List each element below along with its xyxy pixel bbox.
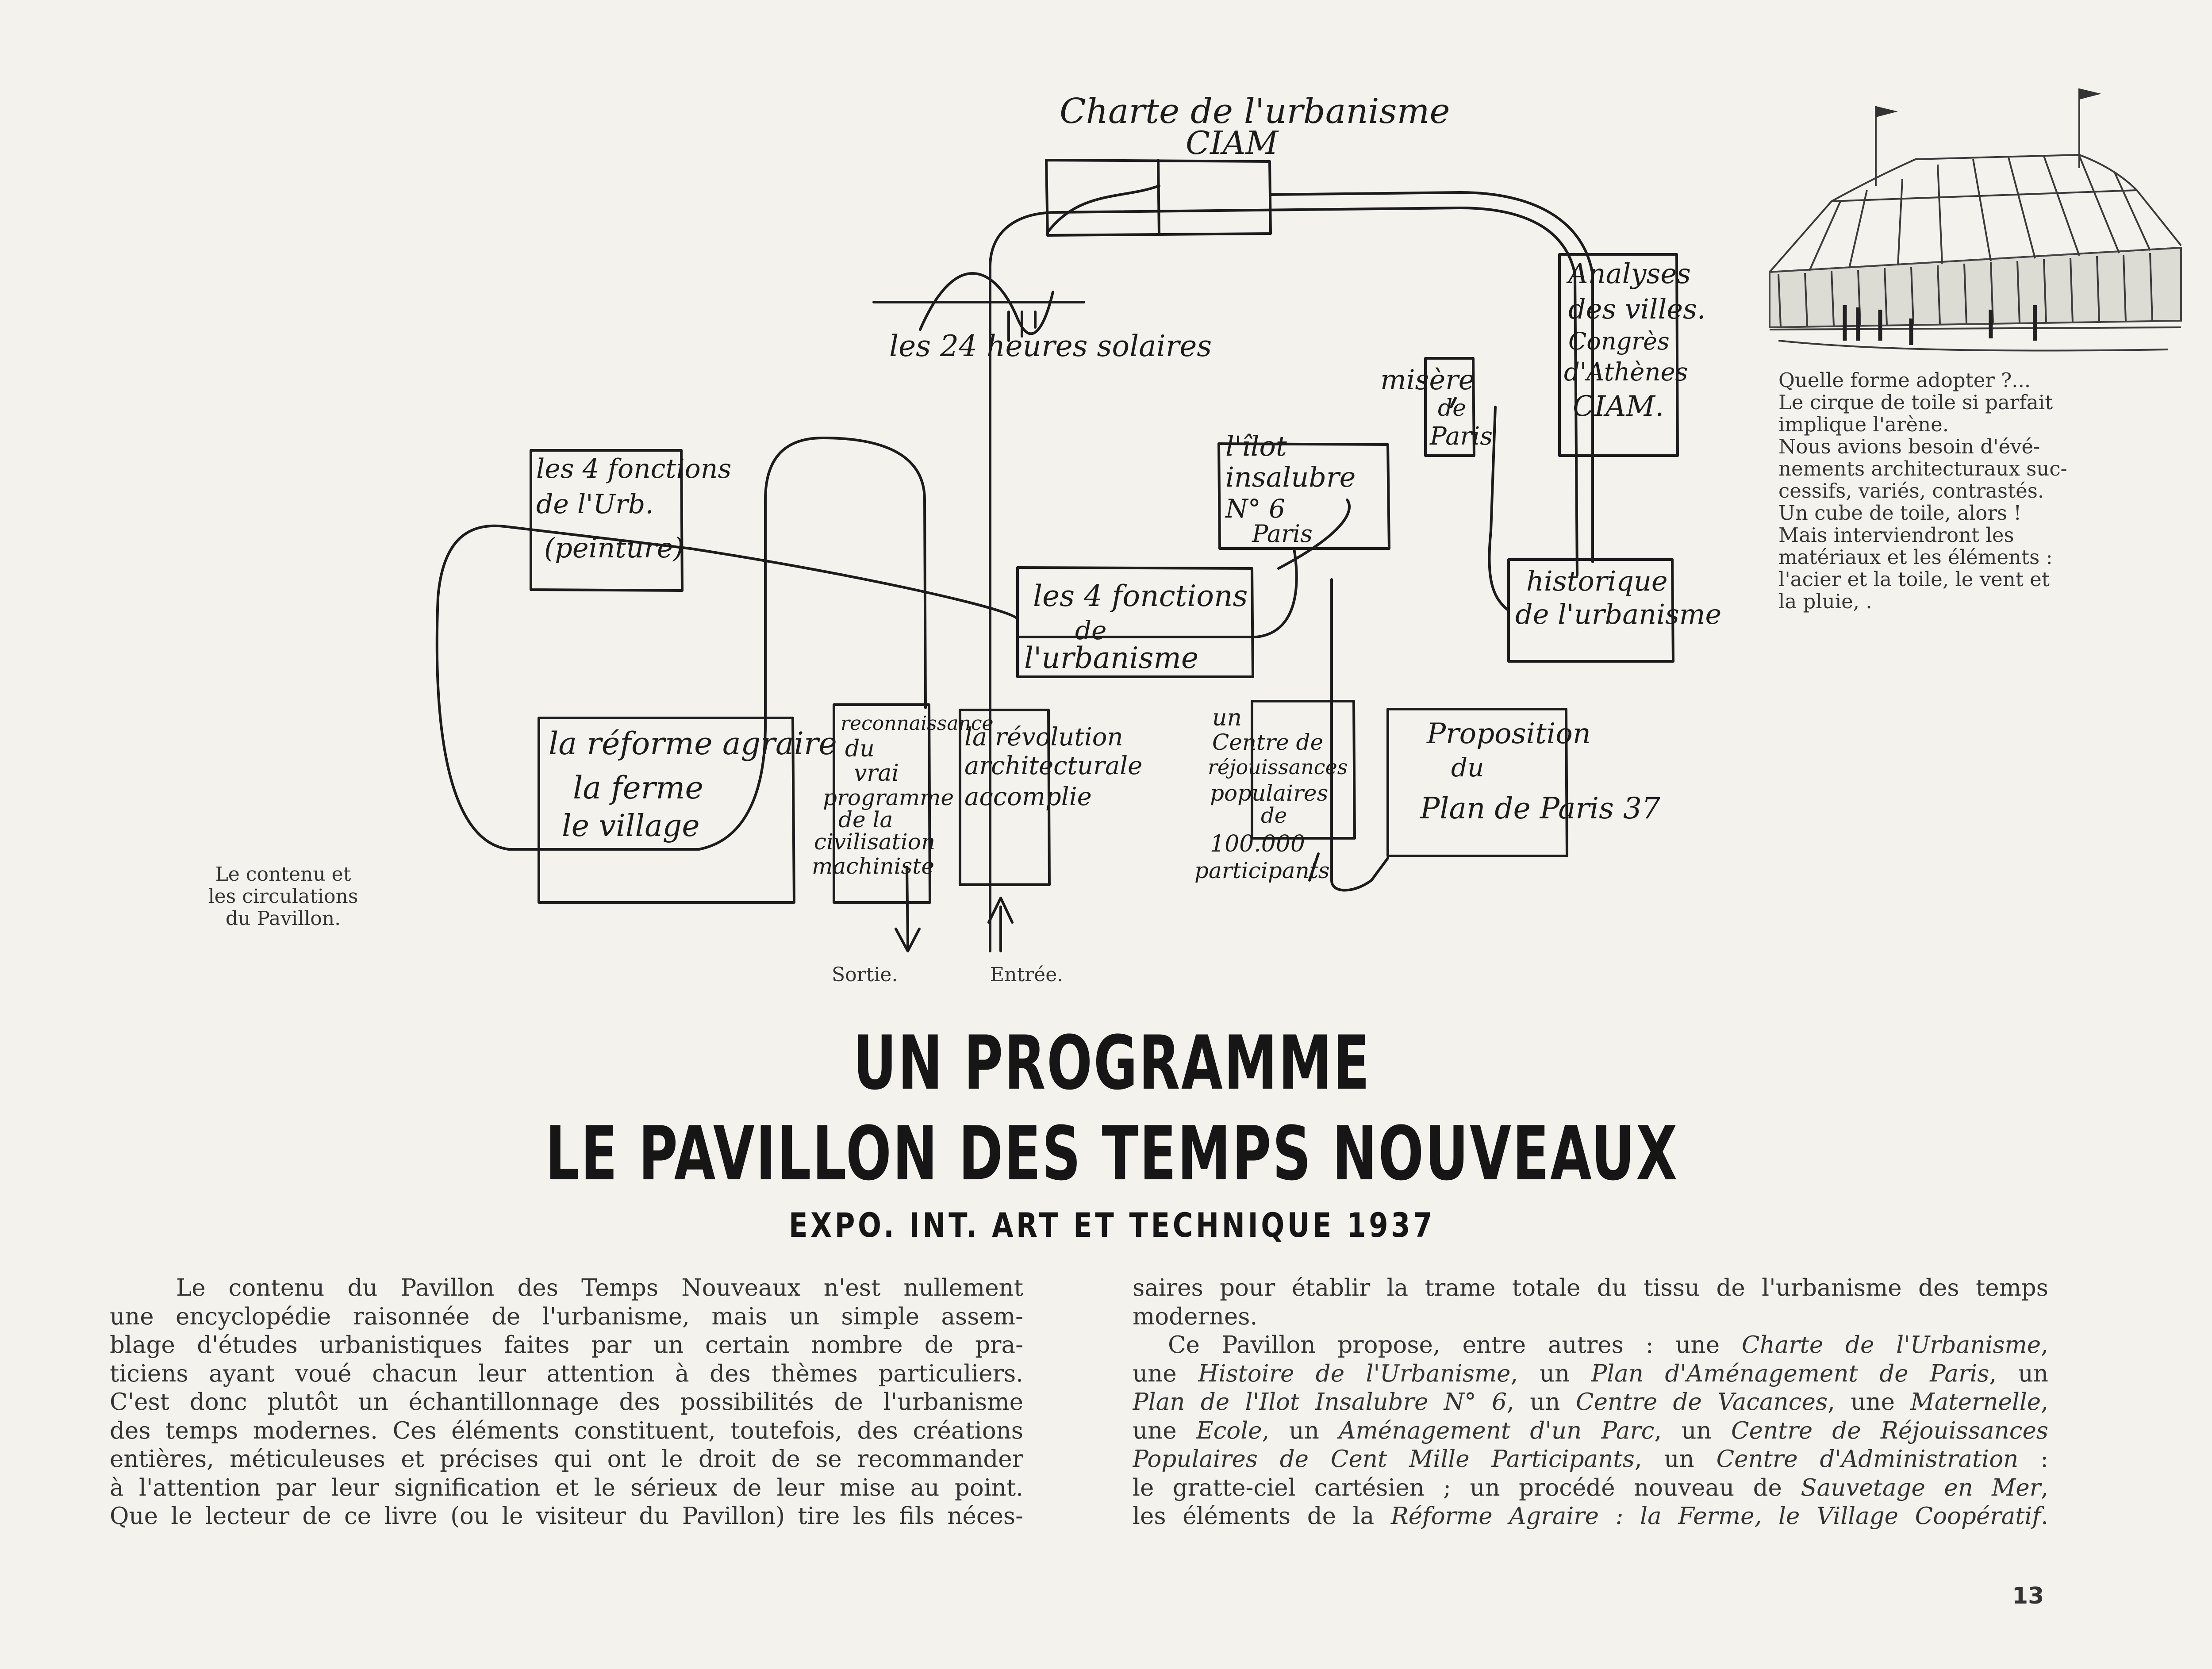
body-column-right: saires pour établir la trame totale du tissu de l'urbanisme des temps modernes. Ce Pavillon propose, entre autres : une Charte de l'Urbanisme, une Histoire de l'Urbanisme, un Plan d'Aménagement de Paris, un Plan de l'Ilot Insalubre N° 6, un Centre de Vacances, une Maternelle, une Ecole, un Aménagement d'un Parc, un Centre de Réjouissances Populaires de Cent Mille Participants, un Centre d'Administration : le gratte-ciel cartésien ; un procédé nouveau de Sauvetage en Mer, les éléments de la Réforme Agraire : la Ferme, le Village Coopératif.	[1133, 1274, 2048, 1530]
svg-text:la révolution: la révolution	[964, 723, 1123, 752]
svg-text:de: de	[1261, 803, 1287, 828]
svg-text:réjouissances: réjouissances	[1208, 755, 1348, 779]
sortie-arrow	[896, 916, 919, 951]
svg-text:civilisation: civilisation	[814, 829, 936, 855]
label-charte: Charte de l'urbanisme	[1060, 92, 1450, 131]
svg-text:de l'urbanisme: de l'urbanisme	[1515, 598, 1722, 630]
svg-text:participants: participants	[1194, 858, 1330, 883]
svg-text:populaires: populaires	[1210, 780, 1329, 806]
svg-text:machiniste: machiniste	[812, 853, 934, 879]
label-heures: les 24 heures solaires	[889, 329, 1212, 363]
label-ciam: CIAM	[1186, 124, 1279, 161]
svg-text:accomplie: accomplie	[964, 783, 1092, 811]
svg-text:de l'Urb.: de l'Urb.	[536, 489, 654, 520]
svg-text:le village: le village	[562, 809, 700, 844]
svg-text:du: du	[1451, 752, 1484, 783]
sortie-label: Sortie.	[832, 963, 898, 986]
page-number: 13	[2012, 1583, 2044, 1609]
subtitle: EXPO. INT. ART ET TECHNIQUE 1937	[789, 1205, 1435, 1245]
svg-text:de: de	[1438, 395, 1467, 422]
svg-text:les 4 fonctions: les 4 fonctions	[536, 453, 732, 484]
svg-text:insalubre: insalubre	[1225, 461, 1356, 493]
svg-text:misère: misère	[1380, 364, 1475, 396]
svg-text:Paris: Paris	[1252, 520, 1313, 548]
svg-text:d'Athènes: d'Athènes	[1564, 358, 1688, 387]
svg-text:la ferme: la ferme	[573, 770, 703, 806]
svg-text:CIAM.: CIAM.	[1573, 390, 1664, 423]
svg-text:la réforme agraire: la réforme agraire	[549, 725, 837, 762]
svg-text:des villes.: des villes.	[1568, 293, 1706, 325]
title-line-2: LE PAVILLON DES TEMPS NOUVEAUX	[545, 1110, 1679, 1197]
body-column-left: Le contenu du Pavillon des Temps Nouveaux n'est nullement une encyclopédie raisonnée de l'urbanisme, mais un simple assem- blage d'études urbanistiques faites par un certain nombre de pra- ticiens ayant voué chacun leur attention à des thèmes particuliers. C'est donc plutôt un échantillonnage des possibilités de l'urbanisme des temps modernes. Ces éléments constituent, toutefois, des créations entières, méticuleuses et précises qui ont le droit de se recommander à l'attention par leur signification et le sérieux de leur mise au point. Que le lecteur de ce livre (ou le visiteur du Pavillon) tire les fils néces-	[110, 1274, 1023, 1530]
svg-text:Centre de: Centre de	[1212, 729, 1324, 755]
svg-text:architecturale: architecturale	[964, 752, 1143, 780]
svg-text:Paris: Paris	[1430, 422, 1493, 451]
entree-arrow	[989, 898, 1012, 951]
svg-text:(peinture): (peinture)	[544, 532, 684, 564]
diagram-caption: Le contenu et les circulations du Pavillon.	[208, 863, 358, 930]
svg-text:Congrès: Congrès	[1568, 327, 1670, 355]
svg-text:un: un	[1212, 705, 1242, 731]
svg-text:vrai: vrai	[854, 760, 899, 787]
entree-label: Entrée.	[990, 963, 1064, 986]
svg-text:de: de	[1075, 615, 1107, 645]
svg-text:Analyses: Analyses	[1568, 257, 1691, 290]
svg-text:N° 6: N° 6	[1225, 494, 1286, 524]
svg-text:programme: programme	[823, 785, 954, 810]
svg-text:l'îlot: l'îlot	[1225, 430, 1287, 462]
circus-tent-illustration	[1767, 88, 2181, 358]
svg-text:historique: historique	[1526, 565, 1668, 597]
svg-text:Proposition: Proposition	[1427, 717, 1591, 750]
svg-text:l'urbanisme: l'urbanisme	[1024, 641, 1199, 675]
svg-text:reconnaissance: reconnaissance	[841, 712, 994, 735]
svg-text:du: du	[845, 736, 875, 762]
tent-caption: Quelle forme adopter ?... Le cirque de toile si parfait implique l'arène. Nous avions besoin d'évé- nements architecturaux suc- cessifs, variés, contrastés. Un cube de toile, alors ! Mais interviendront les matériaux et les éléments : l'acier et la toile, le vent et la pluie, .	[1778, 368, 2067, 613]
charte-box-inner	[1158, 160, 1159, 234]
svg-text:de la: de la	[838, 807, 893, 833]
svg-text:les 4 fonctions: les 4 fonctions	[1033, 579, 1248, 613]
svg-text:100.000: 100.000	[1210, 831, 1306, 857]
svg-text:Plan de Paris 37: Plan de Paris 37	[1420, 791, 1660, 825]
title-line-1: UN PROGRAMME	[853, 1020, 1371, 1106]
